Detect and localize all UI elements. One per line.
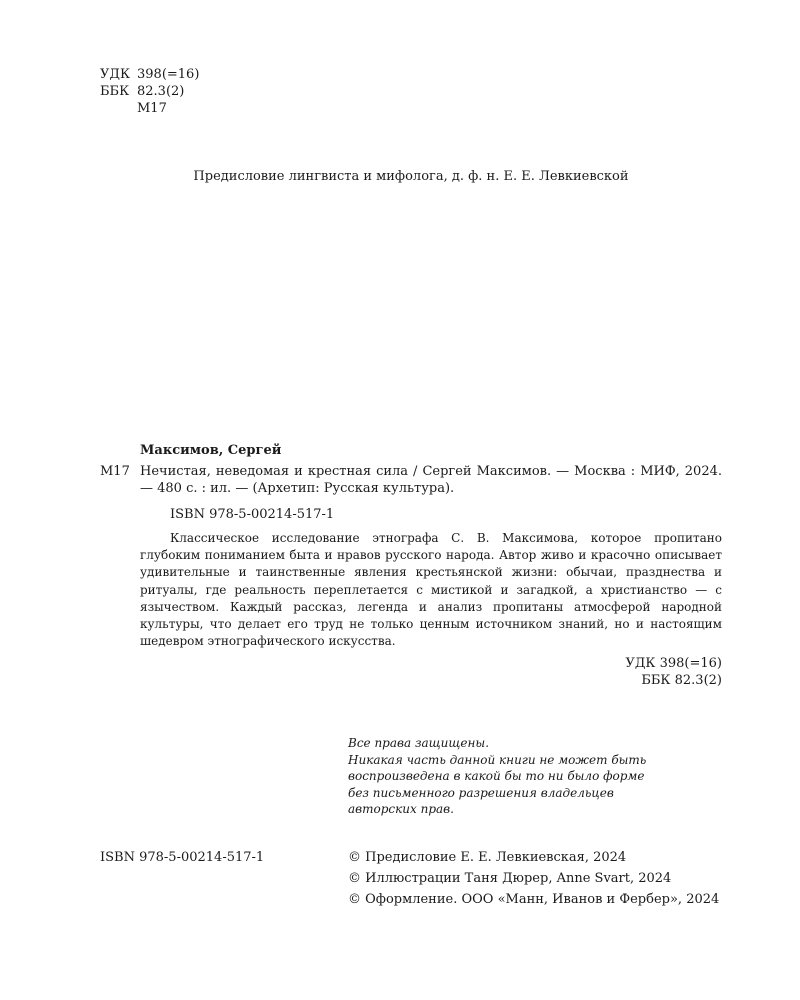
copyright-line: © Иллюстрации Таня Дюрер, Anne Svart, 2024 bbox=[348, 871, 672, 886]
bbk-row bbox=[100, 83, 199, 100]
bbk-value: 82.3(2) bbox=[137, 84, 185, 99]
bibliographic-entry: Нечистая, неведомая и крестная сила / Сергей Максимов. — Москва : МИФ, 2024. — 480 с. : ил. — (Архетип: Русская культура). bbox=[140, 464, 722, 496]
udk-value: 398(=16) bbox=[137, 67, 200, 82]
preface-line: Предисловие лингвиста и мифолога, д. ф. н. Е. Е. Левкиевской bbox=[193, 169, 629, 184]
udk-label: УДК bbox=[100, 67, 131, 82]
copyright-line: © Предисловие Е. Е. Левкиевская, 2024 bbox=[348, 850, 627, 865]
rights-line: Никакая часть данной книги не может быть bbox=[348, 752, 647, 767]
copyright-list bbox=[348, 849, 719, 912]
rights-line: авторских прав. bbox=[348, 802, 454, 816]
classification-codes-top bbox=[100, 66, 199, 117]
card-author: Максимов, Сергей bbox=[140, 443, 282, 458]
udk-row bbox=[100, 66, 199, 83]
author-mark-top: М17 bbox=[137, 101, 167, 116]
card-isbn: ISBN 978-5-00214-517-1 bbox=[170, 507, 335, 522]
bbk-right: ББК 82.3(2) bbox=[641, 673, 722, 688]
copyright-line: © Оформление. ООО «Манн, Иванов и Фербер», 2024 bbox=[348, 892, 720, 907]
rights-line: Все права защищены. bbox=[348, 736, 490, 750]
rights-line: воспроизведена в какой бы то ни было форме bbox=[348, 769, 645, 783]
bbk-label: ББК bbox=[100, 84, 130, 99]
rights-line: без письменного разрешения владельцев bbox=[348, 785, 614, 800]
rights-notice bbox=[348, 735, 688, 818]
classification-codes-right bbox=[540, 655, 722, 689]
annotation-paragraph: Классическое исследование этнографа С. В. Максимова, которое пропитано глубоким пониманием быта и нравов русского народа. Автор живо и красочно описывает удивительные и таинственные явления крестьянской жизни: обычаи, празднества и ритуалы, где реальность переплетается с мистикой и загадкой, а христианство — с язычеством. Каждый рассказ, легенда и анализ пропитаны атмосферой народной культуры, что делает его труд не только ценным источником знаний, но и настоящим шедевром этнографического искусства. bbox=[140, 531, 722, 649]
card-author-mark: М17 bbox=[100, 464, 130, 479]
isbn-bottom: ISBN 978-5-00214-517-1 bbox=[100, 850, 265, 865]
udk-right: УДК 398(=16) bbox=[625, 656, 722, 671]
